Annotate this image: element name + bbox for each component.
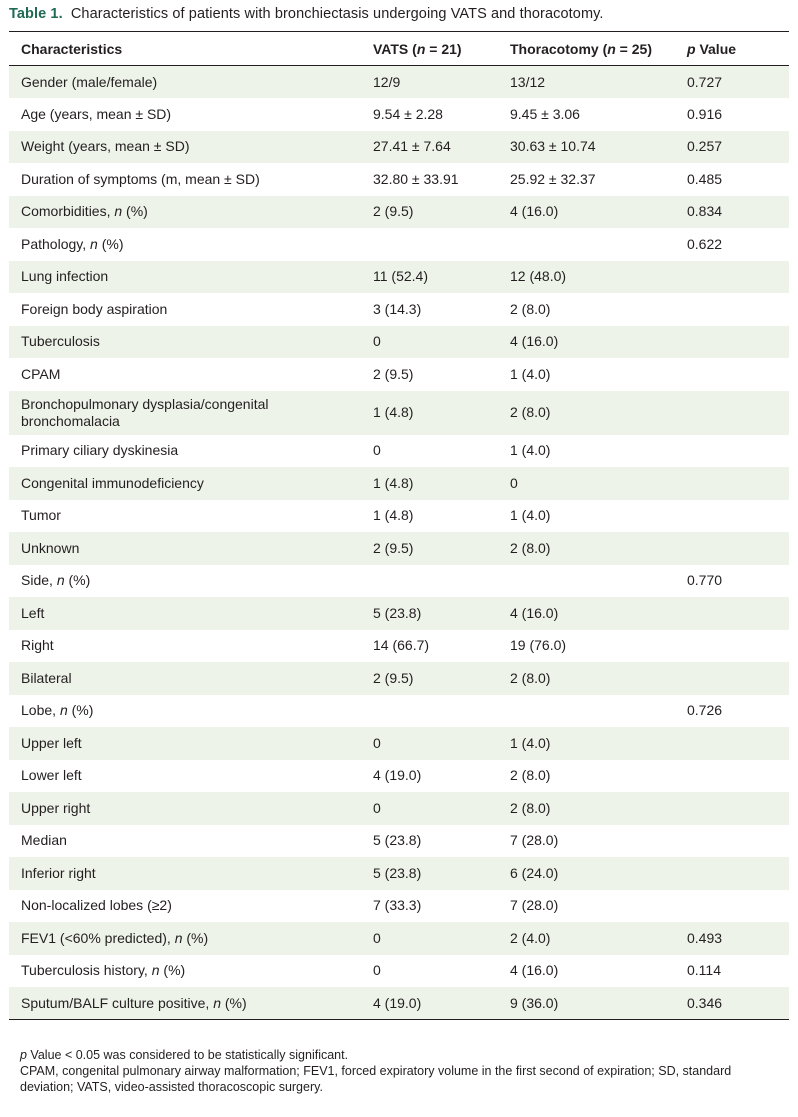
table-row [9,163,789,196]
cell-vats: 12/9 [373,73,401,90]
cell-thoracotomy: 4 (16.0) [510,962,559,979]
header-thoracotomy: Thoracotomy (n = 25) [510,40,652,57]
cell-p-value [675,358,789,391]
header-row [9,32,789,66]
cell-thoracotomy: 25.92 ± 32.37 [510,170,596,187]
cell-vats: 2 (9.5) [373,669,414,686]
table-label: Table 1. [9,6,63,22]
cell-thoracotomy: 9 (36.0) [498,987,675,1020]
cell-p-value [675,326,789,359]
cell-characteristic: Foreign body aspiration [21,300,168,317]
cell-vats: 9.54 ± 2.28 [373,105,443,122]
cell-p-value [675,261,789,294]
cell-characteristic: Lung infection [21,268,109,285]
table-row [9,66,789,99]
cell-p-value: 0.257 [687,138,723,155]
footnote-significance: p Value < 0.05 was considered to be statistically significant. [20,1048,349,1062]
cell-vats [361,695,498,728]
cell-p-value [675,890,789,923]
cell-thoracotomy: 4 (16.0) [510,203,559,220]
cell-thoracotomy: 9.45 ± 3.06 [510,105,580,122]
cell-characteristic: Gender (male/female) [21,73,158,90]
cell-p-value [675,532,789,565]
cell-vats: 0 [373,929,381,946]
cell-characteristic: Pathology, n (%) [21,235,124,252]
cell-p-value: 0.770 [687,572,723,589]
cell-vats: 27.41 ± 7.64 [373,138,451,155]
cell-vats: 1 (4.8) [373,404,414,420]
cell-characteristic: Right [21,637,54,654]
cell-characteristic: Lower left [21,767,82,784]
cell-p-value [675,792,789,825]
cell-p-value [675,857,789,890]
cell-p-value: 0.834 [687,203,723,220]
table-row [9,500,789,533]
cell-characteristic: Lobe, n (%) [21,702,94,719]
cell-p-value: 0.727 [687,73,723,90]
cell-characteristic: Tuberculosis history, n (%) [21,962,186,979]
cell-vats: 4 (19.0) [373,767,422,784]
table-row [9,597,789,630]
cell-characteristic: Left [21,604,45,621]
table-row [9,293,789,326]
cell-p-value [675,760,789,793]
cell-vats: 1 (4.8) [373,474,414,491]
cell-characteristic: Congenital immunodeficiency [21,474,204,491]
cell-p-value [675,662,789,695]
cell-characteristic: Comorbidities, n (%) [21,203,148,220]
cell-p-value [675,435,789,468]
cell-p-value [675,727,789,760]
cell-characteristic: Age (years, mean ± SD) [21,105,172,122]
cell-p-value [675,597,789,630]
cell-thoracotomy: 12 (48.0) [510,268,567,285]
table-row [9,565,789,598]
table-row [9,695,789,728]
cell-vats: 14 (66.7) [373,637,430,654]
table-row [9,131,789,164]
table-row [9,987,789,1020]
table-row [9,760,789,793]
table-row [9,662,789,695]
table-row [9,630,789,663]
cell-characteristic: Sputum/BALF culture positive, n (%) [9,987,361,1020]
table-row [9,532,789,565]
table-row [9,261,789,294]
table-row [9,228,789,261]
cell-characteristic: Upper right [21,799,91,816]
cell-vats: 32.80 ± 33.91 [373,170,459,187]
cell-thoracotomy: 4 (16.0) [510,604,559,621]
footnote-abbreviations: CPAM, congenital pulmonary airway malformation; FEV1, forced expiratory volume in the first second of expiration; SD, standard deviation; VATS, video-assisted thoracoscopic surgery. [20,1064,732,1094]
cell-thoracotomy: 2 (8.0) [510,799,551,816]
cell-p-value [675,630,789,663]
cell-vats: 1 (4.8) [373,507,414,524]
cell-characteristic: Unknown [21,539,80,556]
cell-p-value: 0.114 [687,962,721,979]
header-vats: VATS (n = 21) [373,40,462,57]
cell-vats: 0 [373,734,381,751]
cell-p-value [675,500,789,533]
cell-characteristic: Inferior right [21,864,96,881]
table-row [9,467,789,500]
cell-characteristic: Side, n (%) [21,572,91,589]
cell-p-value: 0.916 [687,105,723,122]
cell-vats: 2 (9.5) [373,365,414,382]
table-row [9,922,789,955]
cell-thoracotomy: 1 (4.0) [510,734,551,751]
cell-vats: 4 (19.0) [361,987,498,1020]
cell-thoracotomy: 30.63 ± 10.74 [510,138,596,155]
cell-thoracotomy [498,228,675,261]
cell-thoracotomy: 2 (8.0) [510,539,551,556]
cell-thoracotomy [498,565,675,598]
cell-p-value [675,467,789,500]
cell-vats: 3 (14.3) [373,300,422,317]
cell-vats: 0 [373,333,381,350]
cell-thoracotomy: 7 (28.0) [510,832,559,849]
header-p-value: p Value [687,40,737,57]
table-row [9,955,789,988]
cell-characteristic: Primary ciliary dyskinesia [21,442,179,459]
cell-p-value: 0.346 [675,987,789,1020]
cell-thoracotomy: 13/12 [510,73,546,90]
table-title: Characteristics of patients with bronchiectasis undergoing VATS and thoracotomy. [70,6,604,22]
cell-thoracotomy: 1 (4.0) [510,442,551,459]
table-row [9,792,789,825]
table-row [9,435,789,468]
cell-characteristic: Duration of symptoms (m, mean ± SD) [21,170,260,187]
table-row [9,326,789,359]
cell-p-value: 0.726 [687,702,723,719]
header-characteristics: Characteristics [21,40,123,57]
table-row [9,98,789,131]
cell-thoracotomy: 2 (8.0) [510,669,551,686]
cell-vats: 5 (23.8) [373,864,422,881]
cell-characteristic: Tumor [21,507,61,524]
cell-p-value: 0.493 [687,929,723,946]
cell-characteristic: CPAM [21,365,61,382]
cell-p-value: 0.622 [687,235,723,252]
cell-characteristic: Upper left [21,734,82,751]
cell-characteristic: Weight (years, mean ± SD) [21,138,190,155]
table-body [9,66,789,1020]
cell-vats: 0 [373,799,381,816]
cell-characteristic: Tuberculosis [21,333,100,350]
cell-characteristic: Bronchopulmonary dysplasia/congenital bronchomalacia [21,395,269,429]
cell-characteristic: FEV1 (<60% predicted), n (%) [21,929,209,946]
cell-vats: 5 (23.8) [373,604,422,621]
cell-p-value: 0.485 [687,170,723,187]
cell-thoracotomy: 2 (8.0) [510,404,551,420]
cell-p-value [675,825,789,858]
cell-p-value [675,293,789,326]
cell-vats: 7 (33.3) [373,897,422,914]
cell-vats: 2 (9.5) [373,203,414,220]
table-row [9,825,789,858]
table-caption [9,6,604,22]
cell-vats: 5 (23.8) [373,832,422,849]
table-row [9,727,789,760]
cell-vats: 11 (52.4) [373,268,428,285]
cell-thoracotomy [498,695,675,728]
table-row [9,196,789,229]
cell-thoracotomy: 1 (4.0) [510,365,551,382]
cell-thoracotomy: 2 (8.0) [510,767,551,784]
cell-vats [361,565,498,598]
table-row [9,890,789,923]
characteristics-table [9,31,789,1020]
table-row [9,391,789,435]
cell-vats: 0 [373,442,381,459]
cell-thoracotomy: 4 (16.0) [510,333,559,350]
cell-thoracotomy: 1 (4.0) [510,507,551,524]
table-header [9,32,789,66]
cell-thoracotomy: 7 (28.0) [510,897,559,914]
table-row [9,857,789,890]
cell-characteristic: Bilateral [21,669,72,686]
cell-thoracotomy: 2 (4.0) [510,929,551,946]
cell-vats [361,228,498,261]
cell-thoracotomy: 2 (8.0) [510,300,551,317]
cell-vats: 2 (9.5) [373,539,414,556]
cell-characteristic: Non-localized lobes (≥2) [21,897,172,914]
table-row [9,358,789,391]
cell-vats: 0 [373,962,381,979]
cell-characteristic: Median [21,832,67,849]
cell-thoracotomy: 6 (24.0) [510,864,559,881]
cell-thoracotomy: 0 [510,474,518,491]
cell-thoracotomy: 19 (76.0) [510,637,567,654]
cell-p-value [675,391,789,435]
table-footnotes [20,1047,780,1095]
